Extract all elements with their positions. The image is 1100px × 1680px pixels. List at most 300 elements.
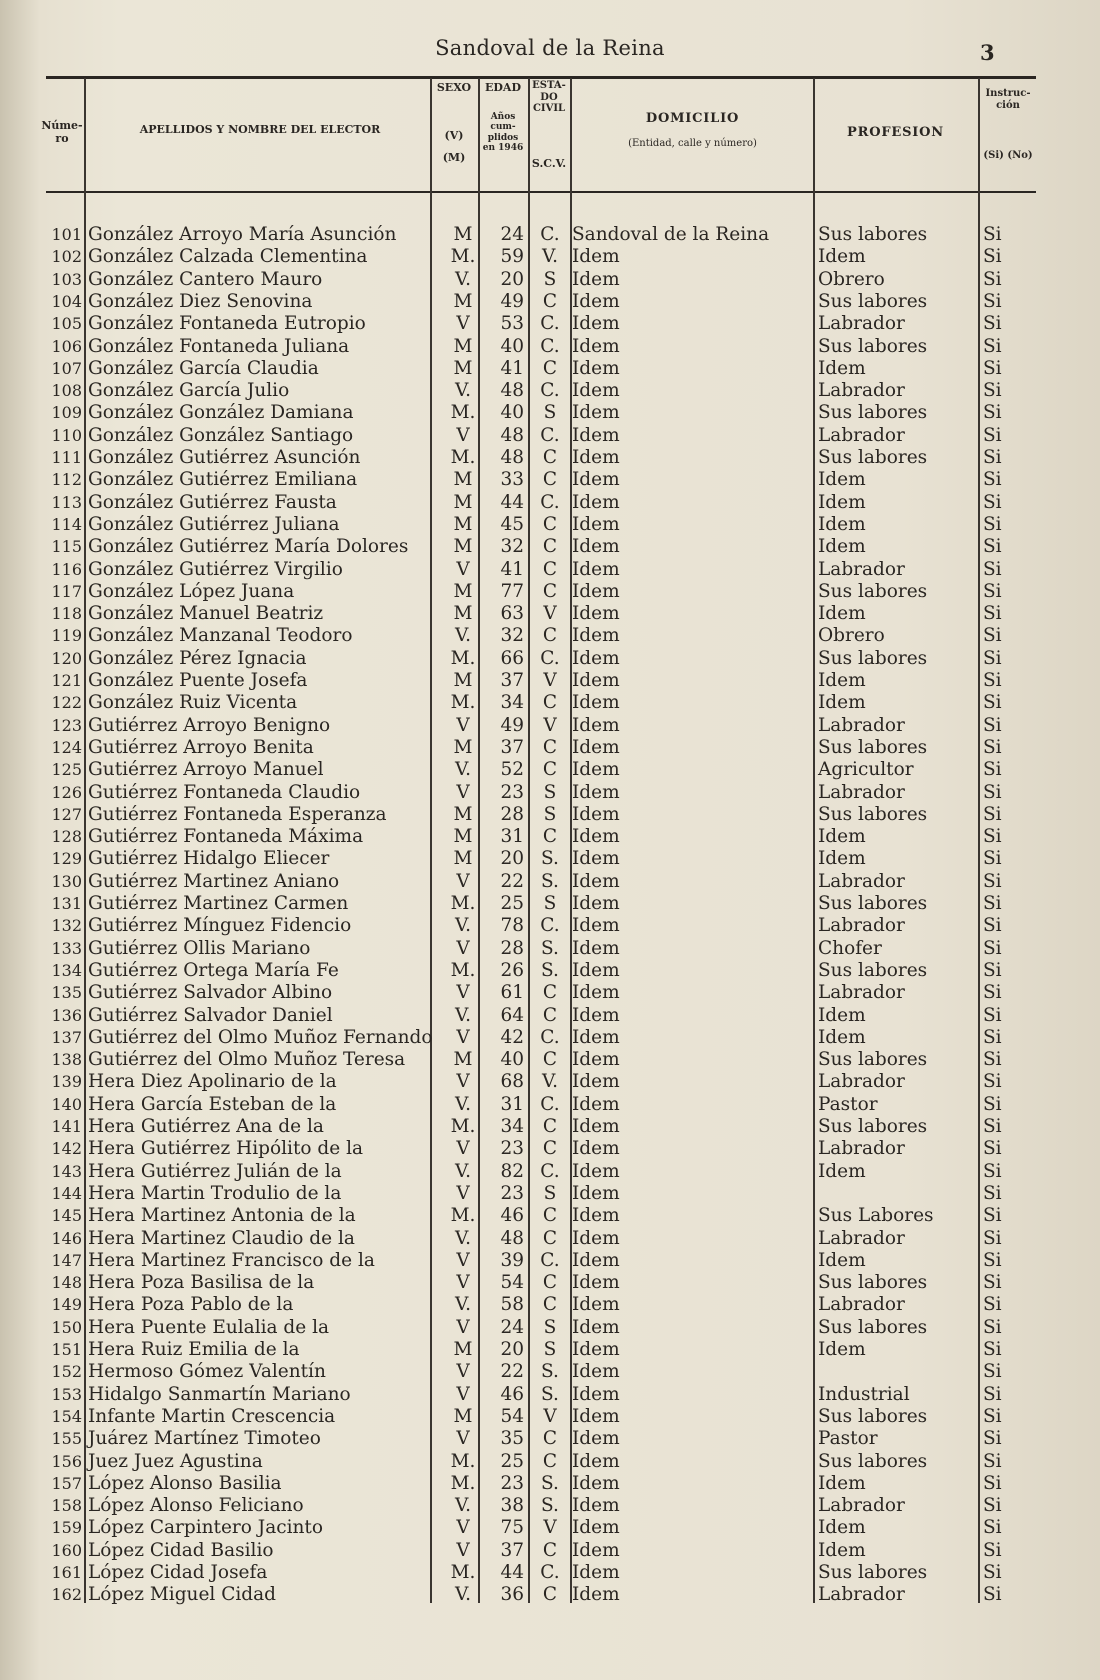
elector-instruction: Si (983, 670, 1002, 691)
elector-age: 48 (500, 380, 524, 402)
elector-name: Hera Martinez Francisco de la (88, 1249, 375, 1271)
elector-sex: V. (454, 1160, 471, 1182)
elector-profession: Idem (818, 1517, 866, 1539)
elector-civil-status: C (542, 1227, 558, 1249)
elector-domicile: Idem (572, 1517, 620, 1539)
elector-name: Juárez Martínez Timoteo (88, 1428, 321, 1450)
table-row (0, 291, 1100, 313)
elector-sex: V. (454, 1495, 471, 1517)
elector-name: González Ruiz Vicenta (88, 692, 298, 714)
elector-domicile: Idem (572, 246, 620, 268)
table-row (0, 492, 1100, 514)
elector-number: 134 (51, 960, 82, 980)
table-row (0, 826, 1100, 848)
elector-instruction: Si (983, 982, 1002, 1004)
elector-civil-status: C (542, 826, 558, 848)
elector-sex: M (453, 1049, 473, 1071)
elector-sex: M. (450, 692, 476, 714)
elector-number: 154 (51, 1406, 82, 1426)
elector-domicile: Idem (572, 670, 620, 691)
elector-age: 35 (500, 1428, 524, 1450)
elector-name: Gutiérrez del Olmo Muñoz Fernando (88, 1026, 433, 1048)
table-row (0, 581, 1100, 603)
elector-number: 127 (51, 804, 82, 824)
elector-civil-status: S (543, 1316, 557, 1338)
elector-instruction: Si (983, 246, 1002, 268)
header-sexo-v: (V) (444, 129, 464, 142)
table-row (0, 559, 1100, 581)
elector-name: Hera Diez Apolinario de la (88, 1071, 337, 1093)
elector-name: Hera Martin Trodulio de la (88, 1182, 342, 1204)
elector-sex: V (456, 982, 470, 1004)
elector-instruction: Si (983, 736, 1002, 758)
elector-instruction: Si (983, 558, 1002, 580)
elector-instruction: Si (983, 692, 1002, 714)
elector-sex: M (453, 1339, 473, 1360)
elector-sex: V (456, 781, 470, 803)
elector-instruction: Si (983, 870, 1002, 892)
elector-profession: Idem (818, 1339, 866, 1360)
elector-name: Gutiérrez Martinez Aniano (88, 870, 340, 892)
table-header-rule (46, 191, 1036, 193)
elector-instruction: Si (983, 1562, 1002, 1583)
elector-profession: Idem (818, 826, 866, 848)
elector-civil-status: C (542, 1450, 558, 1472)
elector-name: González Gutiérrez Virgilio (88, 558, 343, 580)
elector-profession: Sus labores (818, 1405, 928, 1427)
elector-number: 147 (51, 1250, 82, 1270)
elector-domicile: Idem (572, 1004, 620, 1026)
elector-age: 59 (500, 246, 524, 268)
elector-domicile: Idem (572, 313, 620, 335)
elector-profession: Labrador (818, 1138, 905, 1160)
header-edad: EDAD (485, 81, 521, 94)
elector-age: 63 (500, 603, 524, 625)
table-row (0, 1317, 1100, 1339)
table-row (0, 648, 1100, 670)
table-row (0, 469, 1100, 491)
elector-instruction: Si (983, 1383, 1002, 1405)
elector-name: González García Claudia (88, 357, 319, 379)
elector-domicile: Idem (572, 959, 620, 981)
elector-name: González Gutiérrez Asunción (88, 447, 361, 468)
table-row (0, 1562, 1100, 1584)
table-row (0, 1361, 1100, 1383)
table-row (0, 1027, 1100, 1049)
table-row (0, 358, 1100, 380)
elector-profession: Sus labores (818, 647, 928, 669)
elector-domicile: Idem (572, 781, 620, 803)
elector-name: Gutiérrez Arroyo Manuel (88, 759, 324, 781)
elector-sex: M (453, 736, 473, 758)
elector-instruction: Si (983, 781, 1002, 803)
elector-name: Juez Juez Agustina (88, 1450, 263, 1472)
elector-civil-status: C (542, 536, 558, 558)
elector-name: Gutiérrez Salvador Daniel (88, 1004, 333, 1026)
elector-age: 37 (500, 736, 524, 758)
elector-age: 44 (500, 491, 524, 513)
elector-profession: Labrador (818, 714, 905, 736)
elector-age: 23 (500, 1472, 524, 1494)
elector-instruction: Si (983, 536, 1002, 558)
elector-profession: Sus labores (818, 893, 928, 914)
elector-sex: V. (454, 1004, 471, 1026)
elector-name: Gutiérrez Fontaneda Máxima (88, 826, 364, 848)
table-row (0, 871, 1100, 893)
table-row (0, 1384, 1100, 1406)
elector-instruction: Si (983, 647, 1002, 669)
elector-civil-status: C. (540, 1562, 560, 1583)
elector-civil-status: C (542, 736, 558, 758)
elector-sex: M. (450, 1472, 476, 1494)
elector-profession: Idem (818, 357, 866, 379)
elector-age: 31 (500, 1093, 524, 1115)
header-instruccion-sub: (Si) (No) (983, 150, 1033, 161)
elector-civil-status: C (542, 558, 558, 580)
elector-profession: Sus labores (818, 1116, 928, 1137)
elector-name: Hera Poza Pablo de la (88, 1294, 294, 1316)
elector-profession: Labrador (818, 380, 905, 402)
elector-instruction: Si (983, 469, 1002, 491)
elector-number: 120 (51, 648, 82, 668)
elector-domicile: Idem (572, 469, 620, 491)
elector-number: 125 (51, 760, 82, 780)
elector-profession: Idem (818, 1160, 866, 1182)
elector-domicile: Idem (572, 982, 620, 1004)
elector-sex: V. (454, 1093, 471, 1115)
table-row (0, 1540, 1100, 1562)
elector-age: 41 (500, 357, 524, 379)
elector-profession: Pastor (818, 1093, 878, 1115)
elector-name: Gutiérrez Mínguez Fidencio (88, 915, 352, 937)
elector-sex: M (453, 491, 473, 513)
elector-number: 160 (51, 1540, 82, 1560)
elector-name: Hidalgo Sanmartín Mariano (88, 1383, 351, 1405)
elector-domicile: Idem (572, 893, 620, 914)
elector-domicile: Idem (572, 736, 620, 758)
elector-profession: Sus labores (818, 1562, 928, 1583)
elector-number: 111 (51, 448, 82, 467)
table-row (0, 425, 1100, 447)
elector-civil-status: V (543, 1517, 557, 1539)
table-top-rule (46, 76, 1036, 79)
elector-domicile: Idem (572, 1071, 620, 1093)
elector-domicile: Idem (572, 1450, 620, 1472)
elector-age: 38 (500, 1495, 524, 1517)
elector-age: 23 (500, 1138, 524, 1160)
elector-name: Hermoso Gómez Valentín (88, 1361, 326, 1383)
elector-name: Hera Gutiérrez Ana de la (88, 1116, 324, 1137)
elector-instruction: Si (983, 357, 1002, 379)
elector-domicile: Idem (572, 536, 620, 558)
elector-domicile: Idem (572, 1316, 620, 1338)
elector-domicile: Idem (572, 1160, 620, 1182)
elector-number: 156 (51, 1451, 82, 1471)
table-row (0, 1138, 1100, 1160)
elector-profession: Chofer (818, 937, 882, 959)
elector-profession: Idem (818, 670, 866, 691)
elector-domicile: Idem (572, 714, 620, 736)
elector-civil-status: C (542, 1049, 558, 1071)
table-row (0, 938, 1100, 960)
elector-domicile: Idem (572, 1093, 620, 1115)
elector-instruction: Si (983, 1116, 1002, 1137)
elector-sex: V (456, 1272, 470, 1294)
elector-civil-status: C (542, 357, 558, 379)
elector-profession: Sus labores (818, 736, 928, 758)
table-row (0, 536, 1100, 558)
table-row (0, 1428, 1100, 1450)
elector-civil-status: C (542, 625, 558, 647)
elector-age: 22 (500, 870, 524, 892)
elector-civil-status: C (542, 1272, 558, 1294)
elector-sex: V. (454, 1227, 471, 1249)
elector-profession: Sus labores (818, 224, 928, 245)
elector-profession: Obrero (818, 268, 885, 290)
elector-profession: Sus labores (818, 1450, 928, 1472)
elector-domicile: Idem (572, 1405, 620, 1427)
elector-instruction: Si (983, 1227, 1002, 1249)
elector-profession: Sus labores (818, 335, 928, 357)
elector-domicile: Idem (572, 759, 620, 781)
elector-civil-status: S. (541, 959, 559, 981)
elector-number: 102 (51, 247, 82, 267)
elector-name: González Diez Senovina (88, 290, 313, 312)
elector-civil-status: S (543, 781, 557, 803)
elector-age: 33 (500, 469, 524, 491)
elector-age: 82 (500, 1160, 524, 1182)
elector-civil-status: C. (540, 224, 560, 245)
elector-instruction: Si (983, 1093, 1002, 1115)
elector-instruction: Si (983, 1405, 1002, 1427)
elector-civil-status: S (543, 1339, 557, 1360)
elector-instruction: Si (983, 603, 1002, 625)
elector-name: Gutiérrez Salvador Albino (88, 982, 333, 1004)
elector-number: 148 (51, 1273, 82, 1293)
elector-name: Gutiérrez Martinez Carmen (88, 893, 349, 914)
elector-profession: Agricultor (818, 759, 914, 781)
elector-instruction: Si (983, 313, 1002, 335)
elector-age: 44 (500, 1562, 524, 1583)
elector-civil-status: C. (540, 335, 560, 357)
elector-number: 150 (51, 1317, 82, 1337)
table-row (0, 1406, 1100, 1428)
elector-number: 107 (51, 358, 82, 378)
elector-sex: M (453, 536, 473, 558)
elector-sex: V (456, 1071, 470, 1093)
elector-age: 37 (500, 670, 524, 691)
elector-profession: Industrial (818, 1383, 910, 1405)
table-row (0, 1250, 1100, 1272)
elector-age: 49 (500, 290, 524, 312)
elector-profession: Labrador (818, 915, 905, 937)
elector-sex: M. (450, 402, 476, 424)
header-sexo-m: (M) (442, 151, 466, 164)
elector-sex: M. (450, 1562, 476, 1583)
table-row (0, 1183, 1100, 1205)
elector-domicile: Idem (572, 424, 620, 446)
elector-name: Gutiérrez Ortega María Fe (88, 959, 339, 981)
table-row (0, 1116, 1100, 1138)
elector-domicile: Idem (572, 513, 620, 535)
elector-number: 136 (51, 1005, 82, 1025)
elector-number: 109 (51, 403, 82, 423)
elector-age: 26 (500, 959, 524, 981)
elector-number: 118 (51, 604, 82, 624)
elector-instruction: Si (983, 1249, 1002, 1271)
elector-number: 146 (51, 1228, 82, 1248)
elector-instruction: Si (983, 1361, 1002, 1383)
elector-age: 64 (500, 1004, 524, 1026)
elector-sex: V. (454, 380, 471, 402)
elector-profession: Idem (818, 1004, 866, 1026)
header-profesion: PROFESION (847, 125, 944, 140)
elector-number: 129 (51, 849, 82, 869)
elector-civil-status: S. (541, 937, 559, 959)
elector-number: 153 (51, 1384, 82, 1404)
elector-age: 34 (500, 692, 524, 714)
elector-number: 128 (51, 827, 82, 847)
elector-age: 20 (500, 268, 524, 290)
elector-sex: M (453, 670, 473, 691)
elector-instruction: Si (983, 580, 1002, 602)
elector-civil-status: V (543, 670, 557, 691)
elector-instruction: Si (983, 1316, 1002, 1338)
elector-name: González Gutiérrez Juliana (88, 513, 340, 535)
elector-name: López Alonso Feliciano (88, 1495, 304, 1517)
elector-name: Hera Poza Basilisa de la (88, 1272, 315, 1294)
elector-profession: Sus labores (818, 1272, 928, 1294)
elector-name: González Manzanal Teodoro (88, 625, 353, 647)
elector-instruction: Si (983, 1472, 1002, 1494)
elector-age: 61 (500, 982, 524, 1004)
elector-instruction: Si (983, 1584, 1002, 1606)
elector-civil-status: S. (541, 1383, 559, 1405)
elector-instruction: Si (983, 1026, 1002, 1048)
elector-sex: M. (450, 1450, 476, 1472)
elector-age: 23 (500, 1182, 524, 1204)
elector-number: 144 (51, 1183, 82, 1203)
elector-profession: Labrador (818, 1294, 905, 1316)
elector-age: 66 (500, 647, 524, 669)
elector-age: 41 (500, 558, 524, 580)
elector-sex: M (453, 1405, 473, 1427)
elector-sex: V (456, 1316, 470, 1338)
elector-name: López Cidad Josefa (88, 1562, 268, 1583)
elector-number: 149 (51, 1295, 82, 1315)
elector-sex: V (456, 1138, 470, 1160)
elector-name: Hera Martinez Claudio de la (88, 1227, 355, 1249)
elector-name: López Carpintero Jacinto (88, 1517, 323, 1539)
elector-profession: Obrero (818, 625, 885, 647)
elector-name: González Gutiérrez María Dolores (88, 536, 409, 558)
elector-sex: M (453, 357, 473, 379)
elector-domicile: Idem (572, 580, 620, 602)
header-numero: Núme-ro (41, 119, 83, 145)
elector-name: Gutiérrez Fontaneda Esperanza (88, 803, 387, 825)
elector-name: Hera Gutiérrez Julián de la (88, 1160, 342, 1182)
elector-profession: Idem (818, 469, 866, 491)
elector-sex: V (456, 870, 470, 892)
elector-profession: Idem (818, 848, 866, 870)
table-row (0, 715, 1100, 737)
elector-sex: M (453, 335, 473, 357)
elector-instruction: Si (983, 1294, 1002, 1316)
elector-sex: V (456, 1539, 470, 1561)
elector-civil-status: C. (540, 380, 560, 402)
elector-civil-status: V. (541, 246, 558, 268)
elector-number: 139 (51, 1072, 82, 1092)
elector-age: 54 (500, 1405, 524, 1427)
elector-instruction: Si (983, 915, 1002, 937)
table-row (0, 782, 1100, 804)
elector-age: 48 (500, 424, 524, 446)
elector-profession: Sus labores (818, 959, 928, 981)
elector-age: 32 (500, 536, 524, 558)
elector-instruction: Si (983, 1428, 1002, 1450)
table-row (0, 1584, 1100, 1606)
table-row (0, 603, 1100, 625)
elector-civil-status: C. (540, 1093, 560, 1115)
elector-sex: V. (454, 625, 471, 647)
elector-civil-status: C (542, 759, 558, 781)
elector-sex: V (456, 1182, 470, 1204)
header-nombre: APELLIDOS Y NOMBRE DEL ELECTOR (139, 123, 381, 136)
elector-profession: Labrador (818, 424, 905, 446)
elector-name: González Cantero Mauro (88, 268, 323, 290)
elector-name: Hera Puente Eulalia de la (88, 1316, 330, 1338)
elector-sex: V (456, 1428, 470, 1450)
elector-age: 40 (500, 335, 524, 357)
table-row (0, 1005, 1100, 1027)
elector-age: 25 (500, 1450, 524, 1472)
elector-age: 20 (500, 848, 524, 870)
elector-number: 122 (51, 693, 82, 713)
elector-profession: Idem (818, 1539, 866, 1561)
elector-number: 138 (51, 1050, 82, 1070)
elector-profession: Sus labores (818, 1049, 928, 1071)
elector-civil-status: V (543, 1405, 557, 1427)
elector-name: González González Damiana (88, 402, 354, 424)
elector-number: 121 (51, 671, 82, 690)
header-sexo: SEXO (436, 81, 472, 94)
elector-number: 155 (51, 1429, 82, 1449)
elector-civil-status: S (543, 893, 557, 914)
elector-instruction: Si (983, 1517, 1002, 1539)
elector-civil-status: C (542, 1539, 558, 1561)
elector-age: 45 (500, 513, 524, 535)
elector-profession: Sus labores (818, 580, 928, 602)
table-row (0, 1517, 1100, 1539)
elector-instruction: Si (983, 848, 1002, 870)
table-row (0, 982, 1100, 1004)
elector-number: 104 (51, 291, 82, 311)
elector-domicile: Idem (572, 1361, 620, 1383)
elector-civil-status: C. (540, 313, 560, 335)
elector-civil-status: C. (540, 1249, 560, 1271)
elector-number: 157 (51, 1473, 82, 1493)
table-row (0, 336, 1100, 358)
elector-instruction: Si (983, 1049, 1002, 1071)
elector-number: 115 (51, 537, 82, 557)
elector-name: Hera Ruiz Emilia de la (88, 1339, 300, 1360)
elector-instruction: Si (983, 893, 1002, 914)
elector-domicile: Idem (572, 491, 620, 513)
elector-civil-status: C (542, 692, 558, 714)
elector-age: 46 (500, 1383, 524, 1405)
elector-civil-status: C. (540, 647, 560, 669)
elector-profession: Labrador (818, 870, 905, 892)
